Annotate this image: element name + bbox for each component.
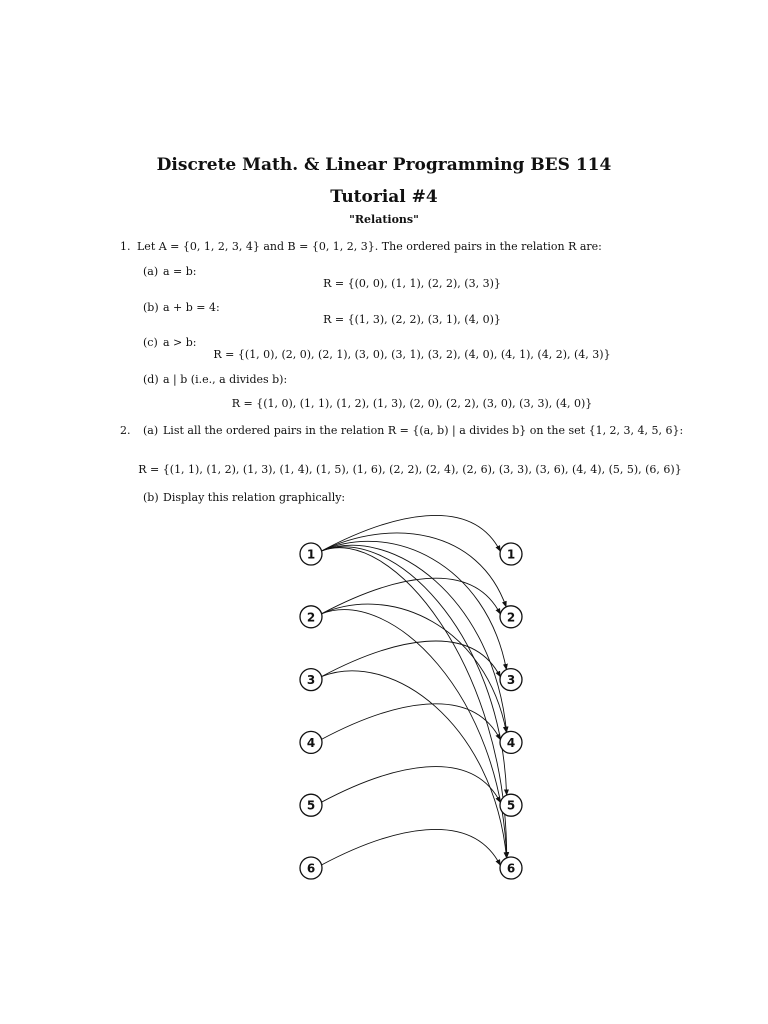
- svg-text:5: 5: [506, 798, 516, 813]
- edge-3-3: [321, 641, 500, 677]
- part-1b-result: R = {(1, 3), (2, 2), (3, 1), (4, 0)}: [323, 313, 501, 326]
- part-2a-text: List all the ordered pairs in the relation R = {(a, b) | a divides b} on the set {1, 2, 3, 4, 5, 6}:: [163, 424, 684, 437]
- part-1a-result: R = {(0, 0), (1, 1), (2, 2), (3, 3)}: [323, 277, 501, 290]
- svg-text:2: 2: [306, 610, 316, 625]
- edge-2-2: [321, 578, 500, 614]
- svg-text:5: 5: [306, 798, 316, 813]
- edge-1-6: [321, 548, 506, 858]
- right-node-5: [500, 794, 522, 816]
- problem-2-number: 2.: [120, 424, 131, 437]
- part-1d-label: (d): [143, 373, 159, 386]
- left-node-6: [300, 857, 322, 879]
- problem-1-number: 1.: [120, 240, 131, 253]
- part-1d-condition: a | b (i.e., a divides b):: [163, 373, 288, 386]
- svg-text:3: 3: [506, 673, 516, 688]
- left-node-2: [300, 606, 322, 628]
- part-1c-result: R = {(1, 0), (2, 0), (2, 1), (3, 0), (3, 1), (3, 2), (4, 0), (4, 1), (4, 2), (4, 3)}: [213, 348, 611, 361]
- left-node-5: [300, 794, 322, 816]
- svg-text:4: 4: [306, 735, 316, 750]
- part-2b-text: Display this relation graphically:: [163, 491, 346, 504]
- part-1a-condition: a = b:: [163, 265, 197, 278]
- part-1d-result: R = {(1, 0), (1, 1), (1, 2), (1, 3), (2, 0), (2, 2), (3, 0), (3, 3), (4, 0)}: [231, 397, 593, 410]
- edge-1-4: [321, 545, 506, 732]
- left-node-1: [300, 543, 322, 565]
- part-1c-condition: a > b:: [163, 336, 197, 349]
- part-2b-label: (b): [143, 491, 159, 504]
- topic-heading: "Relations": [349, 213, 419, 226]
- part-1b-label: (b): [143, 301, 159, 314]
- part-1c-label: (c): [143, 336, 158, 349]
- problem-1-statement: Let A = {0, 1, 2, 3, 4} and B = {0, 1, 2, 3}. The ordered pairs in the relation R are:: [137, 240, 602, 253]
- edge-5-5: [321, 767, 500, 803]
- right-node-2: [500, 606, 522, 628]
- svg-text:2: 2: [506, 610, 516, 625]
- edge-6-6: [321, 829, 500, 865]
- svg-text:4: 4: [506, 735, 516, 750]
- part-1b-condition: a + b = 4:: [163, 301, 220, 314]
- svg-text:6: 6: [506, 861, 516, 876]
- right-node-6: [500, 857, 522, 879]
- tutorial-number: Tutorial #4: [330, 187, 438, 207]
- part-2a-label: (a): [143, 424, 159, 437]
- edge-2-6: [321, 610, 506, 858]
- svg-text:1: 1: [506, 547, 516, 562]
- part-2a-result: R = {(1, 1), (1, 2), (1, 3), (1, 4), (1, 5), (1, 6), (2, 2), (2, 4), (2, 6), (3, 3), (3, 6), (4, 4), (5, 5), (6, 6)}: [138, 463, 682, 476]
- left-node-3: [300, 669, 322, 691]
- right-node-3: [500, 669, 522, 691]
- svg-text:3: 3: [306, 673, 316, 688]
- document-title: Discrete Math. & Linear Programming BES 114: [156, 155, 612, 175]
- svg-text:1: 1: [306, 547, 316, 562]
- right-node-4: [500, 731, 522, 753]
- part-1a-label: (a): [143, 265, 159, 278]
- right-node-1: [500, 543, 522, 565]
- svg-text:6: 6: [306, 861, 316, 876]
- left-node-4: [300, 731, 322, 753]
- edge-1-2: [321, 533, 506, 607]
- edge-4-4: [321, 704, 500, 740]
